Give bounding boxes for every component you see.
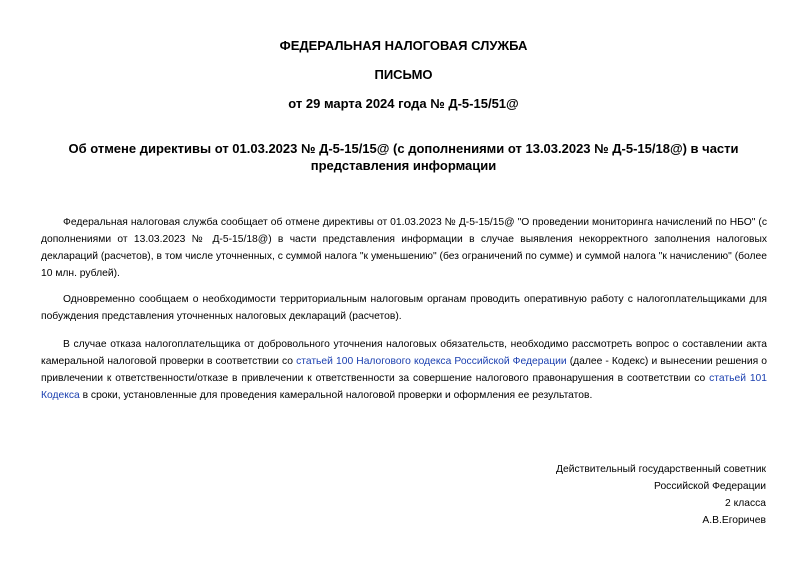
body-paragraph-1: Федеральная налоговая служба сообщает об отмене директивы от 01.03.2023 № Д-5-15/15@ "О проведении мониторинга начислений по НБО" (с дополнениями от 13.03.2023 № Д-5-15/18@) в части представления информации в случае выявления некорректного заполнения налоговых деклараций (расчетов), в том числе уточненных, с суммой налога "к уменьшению" (без ограничений по сумме) и суммой налога "к начислению" (более 10 млн. рублей).	[41, 217, 767, 279]
signatory-title-line-1: Действительный государственный советник	[556, 464, 766, 475]
document-type: ПИСЬМО	[374, 67, 433, 82]
body-paragraph-2: Одновременно сообщаем о необходимости территориальным налоговым органам проводить оперативную работу с налогоплательщиками для побуждения представления уточненных налоговых деклараций (расчетов).	[41, 294, 767, 322]
code-article-101-link[interactable]: статьей 101 Кодекса	[41, 373, 767, 401]
signatory-title-line-2: Российской Федерации	[654, 481, 766, 492]
paragraph-3-text-1: В случае отказа налогоплательщика от добровольного уточнения налоговых обязательств, необходимо рассмотреть вопрос о составлении акта камеральной налоговой проверки в соответствии со	[41, 339, 767, 367]
tax-code-article-100-link[interactable]: статьей 100 Налогового кодекса Российской Федерации	[296, 356, 567, 367]
paragraph-3-text-2: (далее - Кодекс) и вынесении решения о привлечении к ответственности/отказе в привлечении к ответственности за совершение налогового правонарушения в соответствии со	[41, 356, 768, 384]
signatory-name: А.В.Егоричев	[702, 515, 766, 526]
body-paragraph-3	[41, 336, 767, 404]
paragraph-3-text-3: в сроки, установленные для проведения камеральной налоговой проверки и оформления ее результатов.	[79, 390, 593, 401]
document-date-number: от 29 марта 2024 года № Д-5-15/51@	[288, 96, 519, 111]
signature-block	[556, 461, 766, 529]
agency-name: ФЕДЕРАЛЬНАЯ НАЛОГОВАЯ СЛУЖБА	[279, 38, 528, 53]
signatory-title-line-3: 2 класса	[725, 498, 766, 509]
document-subject: Об отмене директивы от 01.03.2023 № Д-5-15/15@ (с дополнениями от 13.03.2023 № Д-5-15/18@) в части представления информации	[68, 141, 739, 173]
